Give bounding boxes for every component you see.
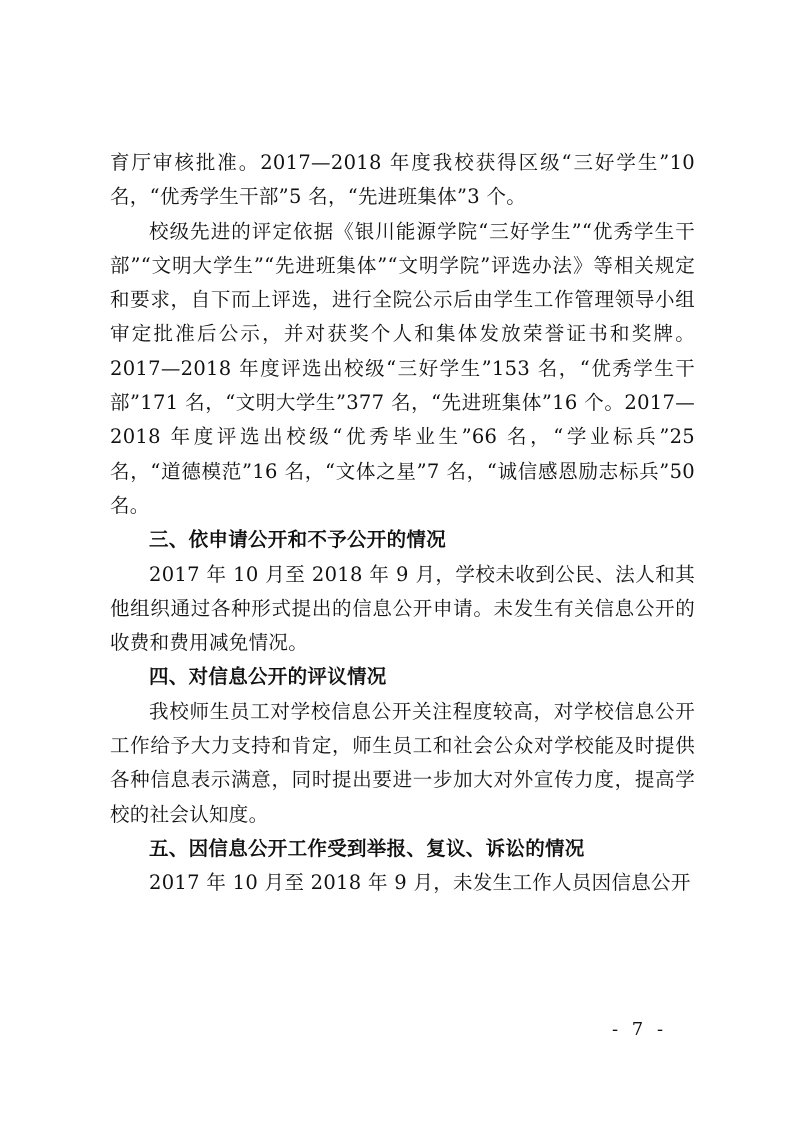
section-heading-complaints: 五、因信息公开工作受到举报、复议、诉讼的情况 [149,836,585,860]
section-heading-evaluation: 四、对信息公开的评议情况 [149,665,387,689]
section-heading-application-disclosure: 三、依申请公开和不予公开的情况 [149,528,447,552]
paragraph-school-awards: 校级先进的评定依据《银川能源学院“三好学生”“优秀学生干部”“文明大学生”“先进班集体”“文明学院”评选办法》等相关规定和要求，自下而上评选，进行全院公示后由学生工作管理领导小组审定批准后公示，并对获奖个人和集体发放荣誉证书和奖牌。2017—2018 年度评选出校级“三好学生”153 名，“优秀学生干部”171 名，“文明大学生”377 名，“先进班集体”16 个。2017—2018 年度评选出校级“优秀毕业生”66 名，“学业标兵”25 名，“道德模范”16 名，“文体之星”7 名，“诚信感恩励志标兵”50 名。 [110,219,695,517]
paragraph-award-summary: 育厅审核批准。2017—2018 年度我校获得区级“三好学生”10 名，“优秀学生干部”5 名，“先进班集体”3 个。 [110,151,695,209]
paragraph-application-disclosure: 2017 年 10 月至 2018 年 9 月，学校未收到公民、法人和其他组织通过各种形式提出的信息公开申请。未发生有关信息公开的收费和费用减免情况。 [110,562,695,655]
paragraph-complaints: 2017 年 10 月至 2018 年 9 月，未发生工作人员因信息公开 [149,871,691,895]
paragraph-evaluation: 我校师生员工对学校信息公开关注程度较高，对学校信息公开工作给予大力支持和肯定，师生员工和社会公众对学校能及时提供各种信息表示满意，同时提出要进一步加大对外宣传力度，提高学校的社会认知度。 [110,699,695,826]
page-body [110,146,695,901]
page-number: - 7 - [612,1019,668,1040]
